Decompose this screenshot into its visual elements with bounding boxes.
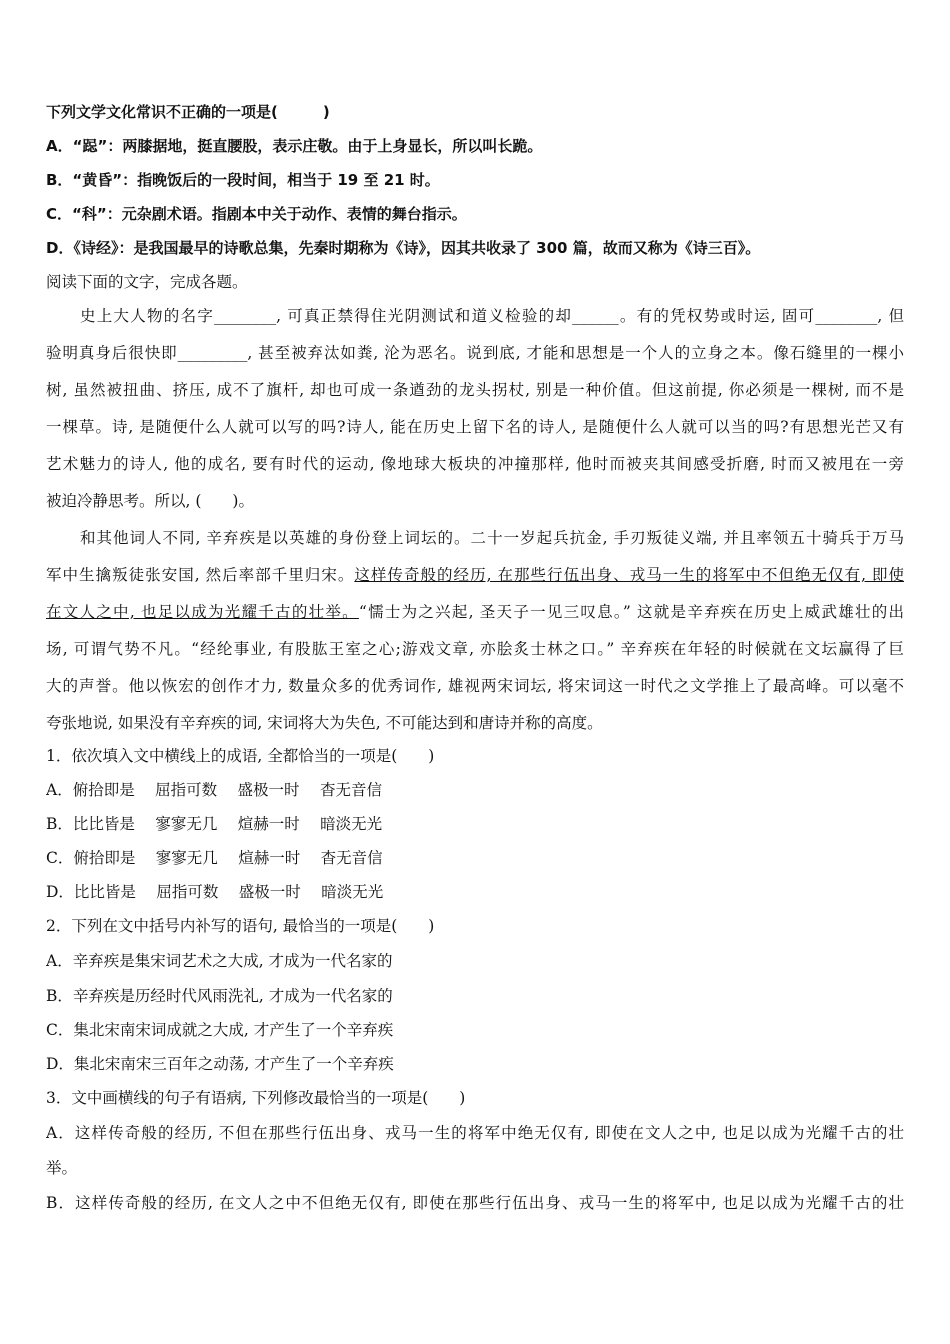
option-a: A．“跽”：两膝据地，挺直腰股，表示庄敬。由于上身显长，所以叫长跪。 [46,137,543,155]
passage1-line: 史上大人物的名字________, 可真正禁得住光阴测试和道义检验的却______。有的凭权势或时运, 固可________, 但 [80,307,904,325]
passage2-line [46,602,904,622]
question-2-option-b: B．辛弃疾是历经时代风雨洗礼, 才成为一代名家的 [46,987,393,1005]
passage1-line: 验明真身后很快即_________, 甚至被弃汰如粪, 沦为恶名。说到底, 才能和思想是一个人的立身之本。像石缝里的一棵小 [46,344,904,362]
question-1-option-c: C．俯拾即是 寥寥无几 煊赫一时 杳无音信 [46,849,383,867]
passage2-line [46,565,904,585]
option-c: C．“科”：元杂剧术语。指剧本中关于动作、表情的舞台指示。 [46,205,467,223]
question-stem: 下列文学文化常识不正确的一项是( ) [46,103,330,121]
question-2-option-c: C．集北宋南宋词成就之大成, 才产生了一个辛弃疾 [46,1021,394,1039]
question-3-option-a: A．这样传奇般的经历, 不但在那些行伍出身、戎马一生的将军中绝无仅有, 即使在文人之中, 也足以成为光耀千古的壮 [46,1124,904,1142]
reading-instruction: 阅读下面的文字，完成各题。 [46,273,248,291]
question-3-option-b: B．这样传奇般的经历, 在文人之中不但绝无仅有, 即使在那些行伍出身、戎马一生的将军中, 也足以成为光耀千古的壮 [46,1194,904,1212]
question-3-option-a-cont: 举。 [46,1159,78,1177]
underlined-sentence: 这样传奇般的经历, 在那些行伍出身、戎马一生的将军中不但绝无仅有, 即使 [354,566,904,584]
passage1-line: 被迫冷静思考。所以, ( )。 [46,492,254,510]
underlined-sentence: 在文人之中, 也足以成为光耀千古的壮举。 [46,603,359,621]
passage1-line: 艺术魅力的诗人, 他的成名, 要有时代的运动, 像地球大板块的冲撞那样, 他时而被夹其间感受折磨, 时而又被甩在一旁 [46,455,904,473]
question-1-option-b: B．比比皆是 寥寥无几 煊赫一时 暗淡无光 [46,815,383,833]
passage2-line: 夸张地说, 如果没有辛弃疾的词, 宋词将大为失色, 不可能达到和唐诗并称的高度。 [46,714,603,732]
passage2-text: 军中生擒叛徒张安国, 然后率部千里归宋。 [46,566,355,584]
passage2-text: “懦士为之兴起, 圣天子一见三叹息。” 这就是辛弃疾在历史上威武雄壮的出 [358,603,904,621]
passage1-line: 树, 虽然被扭曲、挤压, 成不了旗杆, 却也可成一条遒劲的龙头拐杖, 别是一种价值。但这前提, 你必须是一棵树, 而不是 [46,381,904,399]
question-2-stem: 2．下列在文中括号内补写的语句, 最恰当的一项是( ) [46,917,435,935]
question-2-option-d: D．集北宋南宋三百年之动荡, 才产生了一个辛弃疾 [46,1055,394,1073]
passage2-line: 大的声誉。他以恢宏的创作才力, 数量众多的优秀词作, 雄视两宋词坛, 将宋词这一时代之文学推上了最高峰。可以毫不 [46,677,904,695]
question-1-option-d: D．比比皆是 屈指可数 盛极一时 暗淡无光 [46,883,384,901]
passage2-line: 场, 可谓气势不凡。“经纶事业, 有股肱王室之心;游戏文章, 亦脍炙士林之口。” 辛弃疾在年轻的时候就在文坛赢得了巨 [46,640,904,658]
question-1-stem: 1．依次填入文中横线上的成语, 全都恰当的一项是( ) [46,747,435,765]
question-1-option-a: A．俯拾即是 屈指可数 盛极一时 杳无音信 [46,781,382,799]
question-2-option-a: A．辛弃疾是集宋词艺术之大成, 才成为一代名家的 [46,952,393,970]
question-3-stem: 3．文中画横线的句子有语病, 下列修改最恰当的一项是( ) [46,1089,466,1107]
option-d: D．《诗经》：是我国最早的诗歌总集，先秦时期称为《诗》，因其共收录了 300 篇，故而又称为《诗三百》。 [46,239,761,257]
passage2-line: 和其他词人不同, 辛弃疾是以英雄的身份登上词坛的。二十一岁起兵抗金, 手刃叛徒义端, 并且率领五十骑兵于万马 [80,529,904,547]
option-b: B．“黄昏”：指晚饭后的一段时间，相当于 19 至 21 时。 [46,171,440,189]
passage1-line: 一棵草。诗, 是随便什么人就可以写的吗?诗人, 能在历史上留下名的诗人, 是随便什么人就可以当的吗?有思想光芒又有 [46,418,904,436]
